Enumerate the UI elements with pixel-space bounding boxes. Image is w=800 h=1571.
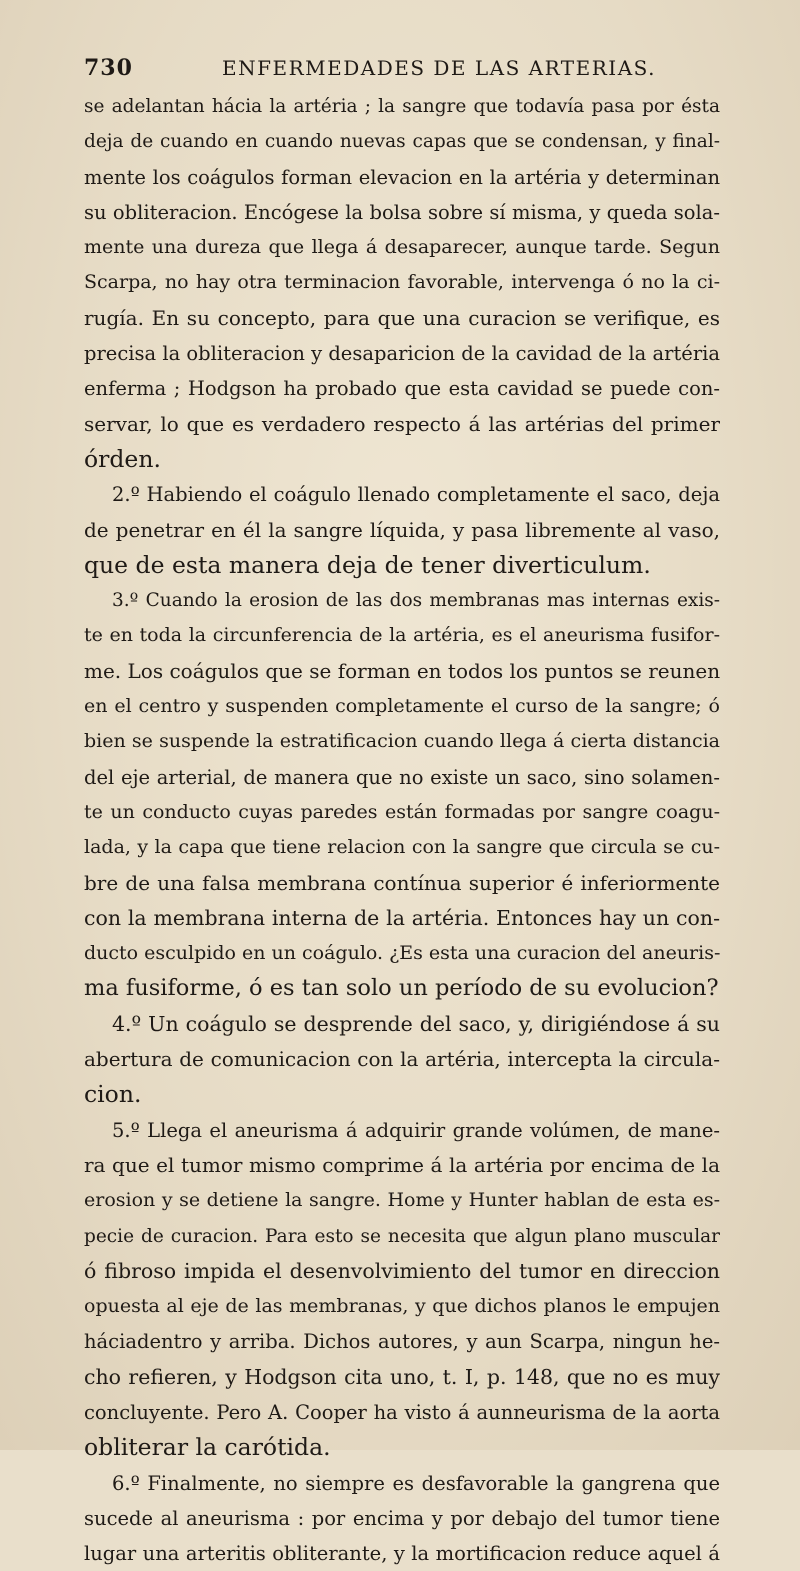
text-line: ma fusiforme, ó es tan solo un período de su evolucion? <box>84 975 719 1002</box>
text-line: ra que el tumor mismo comprime á la artéria por encima de la <box>84 1152 720 1177</box>
text-line: 4.º Un coágulo se desprende del saco, y, dirigiéndose á su <box>112 1011 720 1036</box>
text-line: mente los coágulos forman elevacion en la artéria y determinan <box>84 165 720 189</box>
text-line: opuesta al eje de las membranas, y que dichos planos le empujen <box>84 1295 720 1318</box>
text-line: sucede al aneurisma : por encima y por debajo del tumor tiene <box>84 1506 720 1530</box>
text-line: cho refieren, y Hodgson cita uno, t. I, p. 148, que no es muy <box>84 1364 720 1389</box>
text-line: rugía. En su concepto, para que una curacion se verifique, es <box>84 305 720 330</box>
text-line: deja de cuando en cuando nuevas capas que se condensan, y final- <box>84 131 720 153</box>
text-line: concluyente. Pero A. Cooper ha visto á aunneurisma de la aorta <box>84 1400 720 1424</box>
page-number: 730 <box>84 55 133 81</box>
text-line: bre de una falsa membrana contínua superior é inferiormente <box>84 870 720 895</box>
body-text <box>84 89 720 1571</box>
text-line: te un conducto cuyas paredes están formadas por sangre coagu- <box>84 800 720 823</box>
text-line: erosion y se detiene la sangre. Home y Hunter hablan de esta es- <box>84 1189 720 1212</box>
text-line: servar, lo que es verdadero respecto á las artérias del primer <box>84 411 720 436</box>
text-line: su obliteracion. Encógese la bolsa sobre sí misma, y queda sola- <box>84 200 720 224</box>
text-line: háciadentro y arriba. Dichos autores, y aun Scarpa, ningun he- <box>84 1330 720 1354</box>
text-line: con la membrana interna de la artéria. Entonces hay un con- <box>84 905 720 930</box>
text-line: pecie de curacion. Para esto se necesita que algun plano muscular <box>84 1225 720 1247</box>
text-line: lada, y la capa que tiene relacion con la sangre que circula se cu- <box>84 836 720 859</box>
text-line: se adelantan hácia la artéria ; la sangre que todavía pasa por ésta <box>84 96 720 117</box>
text-line: que de esta manera deja de tener diverticulum. <box>84 550 651 579</box>
text-line: precisa la obliteracion y desaparicion de la cavidad de la artéria <box>84 342 720 366</box>
text-line: ducto esculpido en un coágulo. ¿Es esta una curacion del aneuris- <box>84 942 720 965</box>
text-line: órden. <box>84 444 161 473</box>
text-line: 6.º Finalmente, no siempre es desfavorable la gangrena que <box>112 1471 720 1495</box>
text-line: me. Los coágulos que se forman en todos los puntos se reunen <box>84 658 720 683</box>
text-line: abertura de comunicacion con la artéria, intercepta la circula- <box>84 1047 720 1072</box>
text-line: cion. <box>84 1080 142 1109</box>
text-line: lugar una arteritis obliterante, y la mortificacion reduce aquel á <box>84 1542 720 1566</box>
text-line: 5.º Llega el aneurisma á adquirir grande volúmen, de mane- <box>112 1118 720 1142</box>
text-line: bien se suspende la estratificacion cuando llega á cierta distancia <box>84 730 720 753</box>
text-line: en el centro y suspenden completamente el curso de la sangre; ó <box>84 695 720 718</box>
running-title: ENFERMEDADES DE LAS ARTERIAS. <box>222 56 656 80</box>
text-line: enferma ; Hodgson ha probado que esta cavidad se puede con- <box>84 377 720 401</box>
page-header <box>84 48 734 88</box>
text-line: ó fibroso impida el desenvolvimiento del tumor en direccion <box>84 1258 720 1283</box>
text-line: mente una dureza que llega á desaparecer, aunque tarde. Segun <box>84 236 720 259</box>
text-line: del eje arterial, de manera que no existe un saco, sino solamen- <box>84 765 720 789</box>
text-line: obliterar la carótida. <box>84 1433 331 1462</box>
text-line: te en toda la circunferencia de la artéria, es el aneurisma fusifor- <box>84 624 720 647</box>
text-line: de penetrar en él la sangre líquida, y pasa libremente al vaso, <box>84 517 720 542</box>
text-line: 3.º Cuando la erosion de las dos membranas mas internas exis- <box>112 590 720 612</box>
text-line: Scarpa, no hay otra terminacion favorable, intervenga ó no la ci- <box>84 271 720 294</box>
text-line: 2.º Habiendo el coágulo llenado completamente el saco, deja <box>112 483 720 507</box>
